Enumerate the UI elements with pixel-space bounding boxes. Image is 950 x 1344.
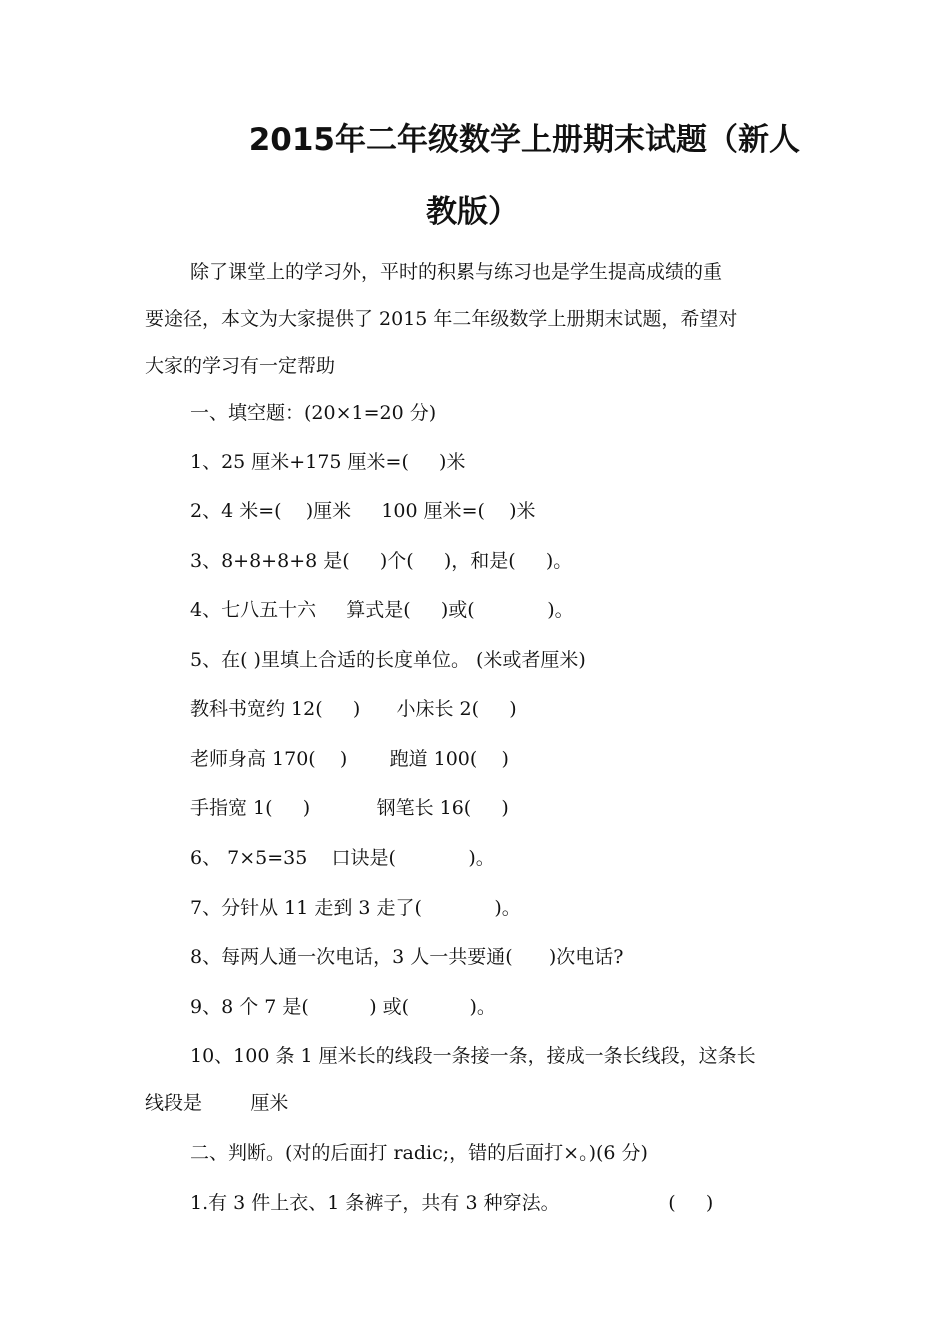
question-1: 1、25 厘米+175 厘米=( )米 xyxy=(190,451,466,473)
question-3: 3、8+8+8+8 是( )个( )，和是( )。 xyxy=(190,550,573,572)
intro-paragraph-line1: 除了课堂上的学习外，平时的积累与练习也是学生提高成绩的重 xyxy=(190,261,723,283)
question-4: 4、七八五十六 算式是( )或( )。 xyxy=(190,599,574,621)
question-8: 8、每两人通一次电话，3 人一共要通( )次电话? xyxy=(190,946,624,968)
question-10-line2: 线段是 厘米 xyxy=(145,1092,289,1114)
question-9: 9、8 个 7 是( ) 或( )。 xyxy=(190,996,496,1018)
intro-paragraph-line2: 要途径，本文为大家提供了 2015 年二年级数学上册期末试题，希望对 xyxy=(145,308,738,330)
question-5-row-3: 手指宽 1( ) 钢笔长 16( ) xyxy=(190,797,509,819)
judgement-question-1: 1.有 3 件上衣、1 条裤子，共有 3 种穿法。 ( ) xyxy=(190,1192,714,1214)
question-5-row-2: 老师身高 170( ) 跑道 100( ) xyxy=(190,748,509,770)
section1-heading: 一、填空题：(20×1=20 分) xyxy=(190,402,437,424)
question-5: 5、在( )里填上合适的长度单位。 (米或者厘米) xyxy=(190,649,586,671)
question-2: 2、4 米=( )厘米 100 厘米=( )米 xyxy=(190,500,536,522)
document-title-line1: 2015年二年级数学上册期末试题（新人 xyxy=(248,122,800,158)
section2-heading: 二、判断。(对的后面打 radic;，错的后面打×。)(6 分) xyxy=(190,1142,648,1164)
question-7: 7、分针从 11 走到 3 走了( )。 xyxy=(190,897,521,919)
question-10-line1: 10、100 条 1 厘米长的线段一条接一条，接成一条长线段，这条长 xyxy=(190,1045,756,1067)
question-5-row-1: 教科书宽约 12( ) 小床长 2( ) xyxy=(190,698,517,720)
intro-paragraph-line3: 大家的学习有一定帮助 xyxy=(145,355,336,377)
document-title-line2: 教版） xyxy=(426,194,519,230)
question-6: 6、 7×5=35 口诀是( )。 xyxy=(190,847,495,869)
